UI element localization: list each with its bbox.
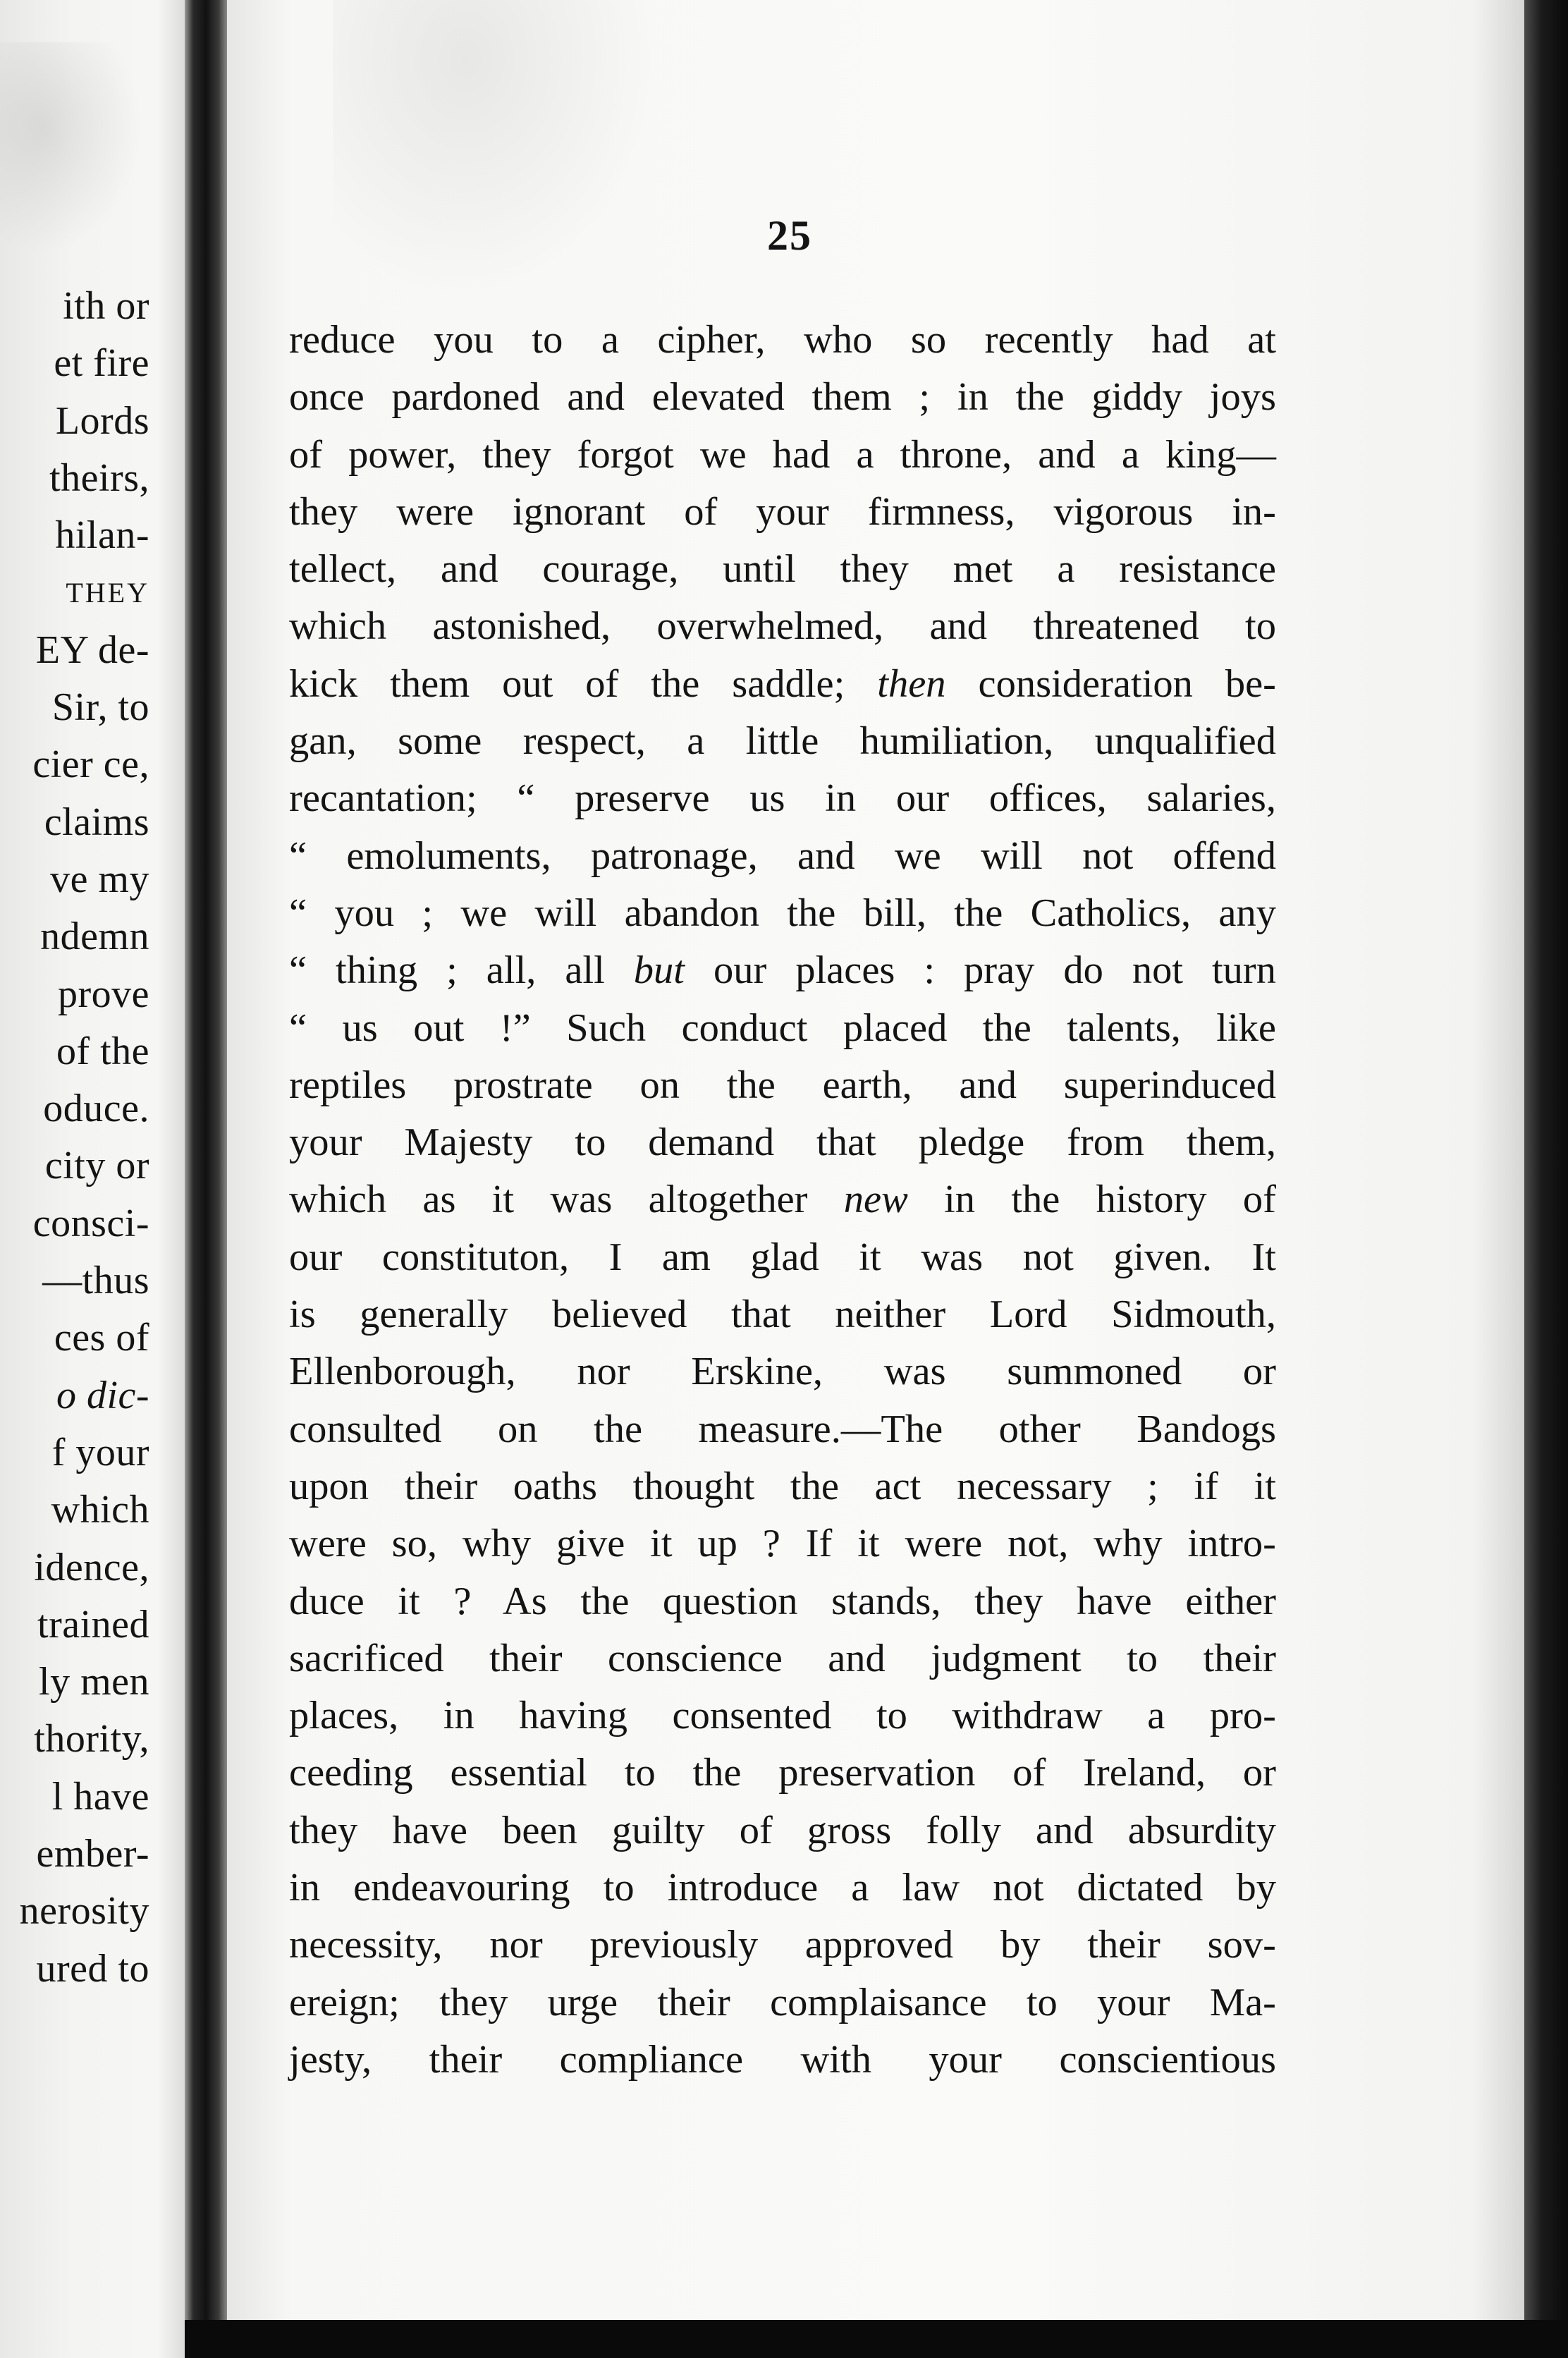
text-line: “ emoluments, patronage, and we will not offend [289,833,1276,878]
text-line: tellect, and courage, until they met a resistance [289,547,1276,592]
text-line: once pardoned and elevated them ; in the giddy joys [289,375,1276,420]
text-line: Lords [55,398,149,443]
text-line: of power, they forgot we had a throne, and a king— [289,432,1276,477]
italic-word: then [877,661,946,706]
text-line: thority, [34,1717,149,1761]
text-line: oduce. [43,1087,149,1131]
text-line: “ you ; we will abandon the bill, the Catholics, any [289,891,1276,935]
text-line: were so, why give it up ? If it were not, why intro- [289,1522,1276,1566]
text-line: your Majesty to demand that pledge from them, [289,1120,1276,1165]
text-line: o dic- [56,1373,149,1417]
text-line: hilan- [55,513,149,558]
text-line: THEY [66,577,149,609]
page-stain [0,42,141,254]
text-line: recantation; “ preserve us in our offices, salaries, [289,776,1276,821]
text-line: —thus [42,1259,149,1303]
italic-word: new [843,1178,908,1222]
text-line: EY de- [35,628,149,672]
scan-edge [185,2320,1568,2358]
scan-edge [1524,0,1568,2358]
text-line: gan, some respect, a little humiliation, unqualified [289,719,1276,764]
text-line: they were ignorant of your firmness, vigorous in- [289,489,1276,534]
italic-word: but [633,948,685,993]
text-line: ve my [50,857,149,901]
text-line: cier ce, [32,743,149,787]
text-line: city or [44,1144,149,1188]
text-line: upon their oaths thought the act necessary ; if it [289,1464,1276,1508]
text-line: which as it was altogether new in the history of [289,1178,1276,1222]
text-line: of the [56,1029,149,1073]
text-line: ereign; they urge their complaisance to your Ma- [289,1980,1276,2024]
text-line: necessity, nor previously approved by their sov- [289,1923,1276,1967]
text-line: Sir, to [51,685,149,730]
text-line: ember- [36,1832,149,1876]
page-stain [333,0,664,296]
body-text [289,312,1276,2089]
text-line: consci- [32,1201,149,1245]
text-line: in endeavouring to introduce a law not dictated by [289,1866,1276,1910]
book-gutter [185,0,227,2358]
text-line: prove [57,972,149,1016]
text-line: l have [51,1774,149,1819]
text-line: consulted on the measure.—The other Bandogs [289,1407,1276,1451]
text-line: “ thing ; all, all but our places : pray do not turn [289,948,1276,993]
text-line: f your [51,1430,149,1474]
text-line: reptiles prostrate on the earth, and superinduced [289,1063,1276,1107]
text-line: ceeding essential to the preservation of Ireland, or [289,1751,1276,1795]
text-line: our constituton, I am glad it was not given. It [289,1235,1276,1279]
text-line: ly men [39,1660,149,1704]
text-line: kick them out of the saddle; then consideration be- [289,661,1276,706]
text-line: ces of [54,1316,149,1360]
text-line: sacrificed their conscience and judgment to their [289,1636,1276,1680]
text-line: theirs, [49,456,149,500]
text-line: Ellenborough, nor Erskine, was summoned or [289,1350,1276,1394]
text-line: which [51,1488,149,1532]
text-line: they have been guilty of gross folly and absurdity [289,1808,1276,1852]
facing-page-fragment [0,0,185,2358]
text-line: “ us out !” Such conduct placed the talents, like [289,1006,1276,1050]
text-line: nerosity [19,1889,149,1934]
text-line: claims [44,800,149,844]
text-line: jesty, their compliance with your conscientious [289,2037,1276,2082]
text-line: reduce you to a cipher, who so recently had at [289,318,1276,362]
text-line: ured to [36,1946,149,1991]
text-line: trained [37,1602,149,1647]
facing-page-text [20,278,149,1998]
text-line: ith or [63,284,149,328]
page-number: 25 [767,212,812,259]
text-line: duce it ? As the question stands, they have either [289,1579,1276,1623]
text-line: which astonished, overwhelmed, and threatened to [289,604,1276,649]
text-line: et fire [54,341,149,386]
text-line: idence, [34,1545,149,1589]
text-line: places, in having consented to withdraw a pro- [289,1694,1276,1738]
text-line: is generally believed that neither Lord Sidmouth, [289,1293,1276,1337]
text-line: ndemn [40,915,149,959]
